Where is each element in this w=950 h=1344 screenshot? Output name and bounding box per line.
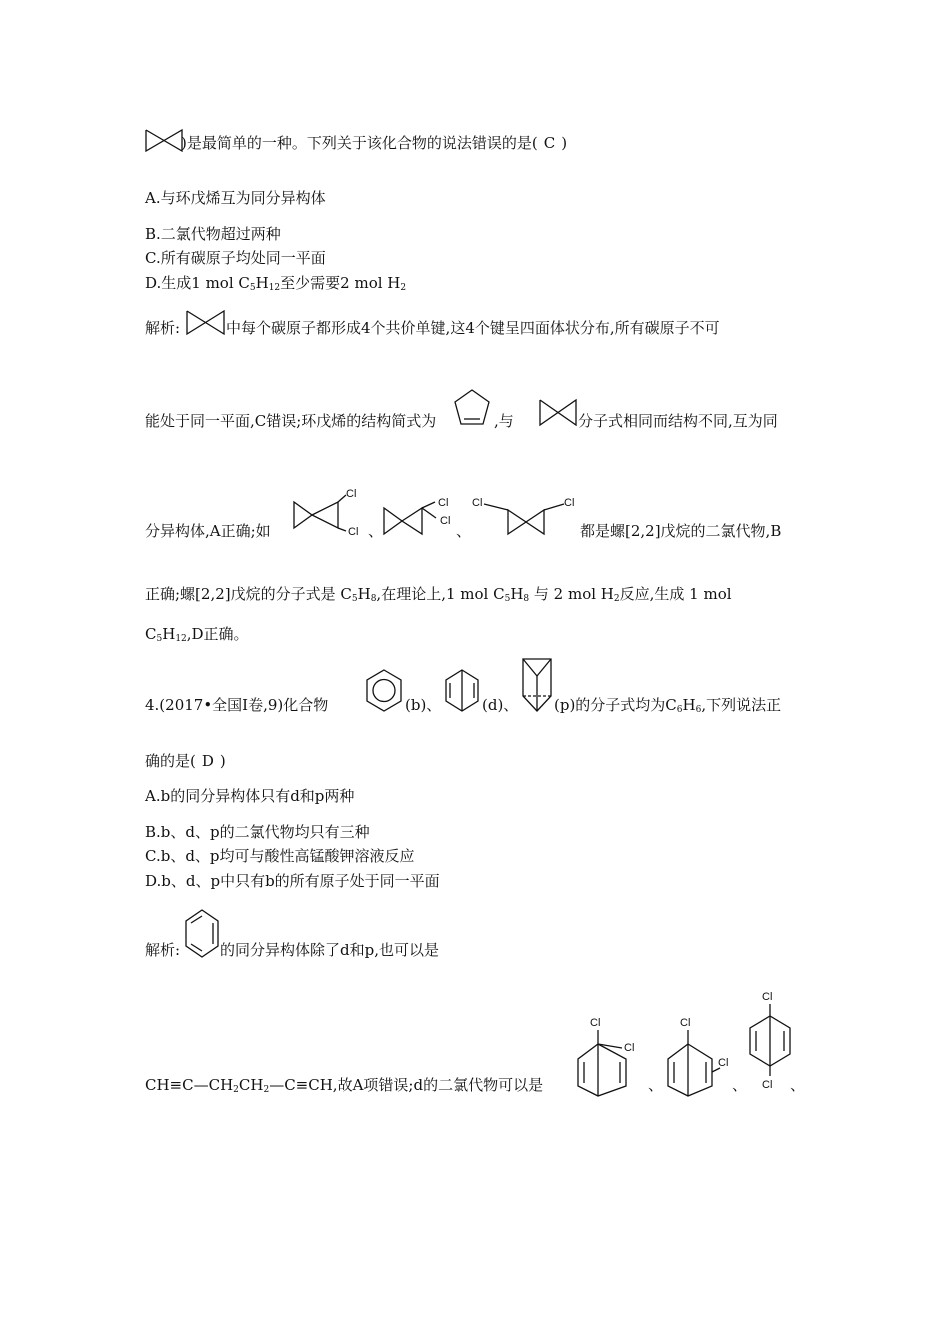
q4-option-c: C.b、d、p均可与酸性高锰酸钾溶液反应 bbox=[145, 847, 415, 865]
q3-option-a: A.与环戊烯互为同分异构体 bbox=[145, 189, 326, 207]
q4-option-d: D.b、d、p中只有b的所有原子处于同一平面 bbox=[145, 872, 440, 890]
cl-label: Cl bbox=[718, 1057, 729, 1069]
q4-answer: D bbox=[201, 752, 214, 770]
q4-stem-part-1: 4.(2017•全国Ⅰ卷,9)化合物 bbox=[145, 696, 329, 714]
cl-label: Cl bbox=[438, 497, 449, 509]
cl-label: Cl bbox=[564, 497, 575, 509]
q3-stem-text: )是最简单的一种。下列关于该化合物的说法错误的是( bbox=[181, 134, 538, 152]
q4-analysis-line-1: 的同分异构体除了d和p,也可以是 bbox=[220, 941, 439, 959]
cl-label: Cl bbox=[590, 1017, 601, 1029]
cyclopentene-structure-icon bbox=[452, 388, 492, 428]
q4-option-a: A.b的同分异构体只有d和p两种 bbox=[145, 787, 355, 805]
q3-analysis-line-4: 正确;螺[2,2]戊烷的分子式是 $C_5H_8$,在理论上,1 mol $C_5H_8$ 与 2 mol $H_2$反应,生成 1 mol bbox=[145, 585, 732, 604]
q4-close-paren: ) bbox=[219, 752, 226, 770]
q3-option-c: C.所有碳原子均处同一平面 bbox=[145, 249, 326, 267]
benzene-structure-icon bbox=[364, 668, 404, 714]
q3-option-d: D.生成1 mol $C_5H_{12}$至少需要2 mol $H_2$ bbox=[145, 274, 407, 293]
q4-stem-part-2: (b)、 bbox=[405, 696, 442, 714]
cl-label: Cl bbox=[472, 497, 483, 509]
cl-label: Cl bbox=[624, 1042, 635, 1054]
q4-stem-text: 确的是( bbox=[145, 752, 196, 770]
q3-analysis-line-3a: 分异构体,A正确;如 bbox=[145, 522, 271, 540]
q4-sep-2: 、 bbox=[732, 1076, 748, 1094]
cl-label: Cl bbox=[348, 526, 359, 538]
dewar-benzene-structure-icon bbox=[444, 668, 480, 714]
q3-analysis-line-5: $C_5H_{12},D$正确。 bbox=[145, 625, 249, 644]
q3-analysis-line-2a: 能处于同一平面,C错误;环戊烯的结构简式为 bbox=[145, 412, 437, 430]
cl-label: Cl bbox=[680, 1017, 691, 1029]
dichlorospiropentane-structure-1-icon bbox=[290, 486, 372, 538]
cl-label: Cl bbox=[762, 991, 773, 1003]
dichloro-dewar-benzene-structure-3-icon bbox=[748, 988, 794, 1092]
q3-stem bbox=[181, 133, 567, 153]
q3-option-b: B.二氯代物超过两种 bbox=[145, 225, 281, 243]
cl-label: Cl bbox=[440, 515, 451, 527]
q3-answer: C bbox=[543, 134, 556, 152]
dichlorospiropentane-structure-2-icon bbox=[380, 494, 460, 540]
q3-analysis-sep-1: 、 bbox=[368, 522, 384, 540]
q3-analysis-line-2c: 分子式相同而结构不同,互为同 bbox=[578, 412, 778, 430]
prismane-structure-icon bbox=[520, 656, 554, 714]
spiropentane-structure-icon bbox=[539, 398, 577, 428]
cl-label: Cl bbox=[346, 488, 357, 500]
dichlorospiropentane-structure-3-icon bbox=[470, 494, 580, 540]
q3-analysis-label: 解析: bbox=[145, 319, 181, 337]
cl-label: Cl bbox=[762, 1079, 773, 1091]
q4-option-b: B.b、d、p的二氯代物均只有三种 bbox=[145, 823, 370, 841]
q4-analysis-line-2: $CH\equiv C—CH_2CH_2—C\equiv CH$,故A项错误;d的二氯代物可以是 bbox=[145, 1076, 544, 1095]
q4-stem-part-4: (p)的分子式均为$C_6H_6$,下列说法正 bbox=[554, 696, 782, 715]
dichloro-dewar-benzene-structure-2-icon bbox=[666, 1014, 742, 1098]
q4-sep-1: 、 bbox=[648, 1076, 664, 1094]
dichloro-dewar-benzene-structure-1-icon bbox=[576, 1014, 656, 1098]
q4-stem-line-2 bbox=[145, 751, 226, 771]
q4-sep-3: 、 bbox=[790, 1076, 806, 1094]
q3-analysis-line-1: 中每个碳原子都形成4个共价单键,这4个键呈四面体状分布,所有碳原子不可 bbox=[226, 319, 720, 337]
q3-close-paren: ) bbox=[561, 134, 568, 152]
q4-stem-part-3: (d)、 bbox=[482, 696, 519, 714]
q3-analysis-sep-2: 、 bbox=[456, 522, 472, 540]
q3-analysis-line-3b: 都是螺[2,2]戊烷的二氯代物,B bbox=[580, 522, 782, 540]
q4-analysis-label: 解析: bbox=[145, 941, 181, 959]
spiropentane-structure-icon bbox=[145, 128, 183, 154]
benzene-kekule-structure-icon bbox=[184, 908, 220, 960]
q3-analysis-line-2b: ,与 bbox=[494, 412, 514, 430]
spiropentane-structure-icon bbox=[186, 309, 226, 337]
